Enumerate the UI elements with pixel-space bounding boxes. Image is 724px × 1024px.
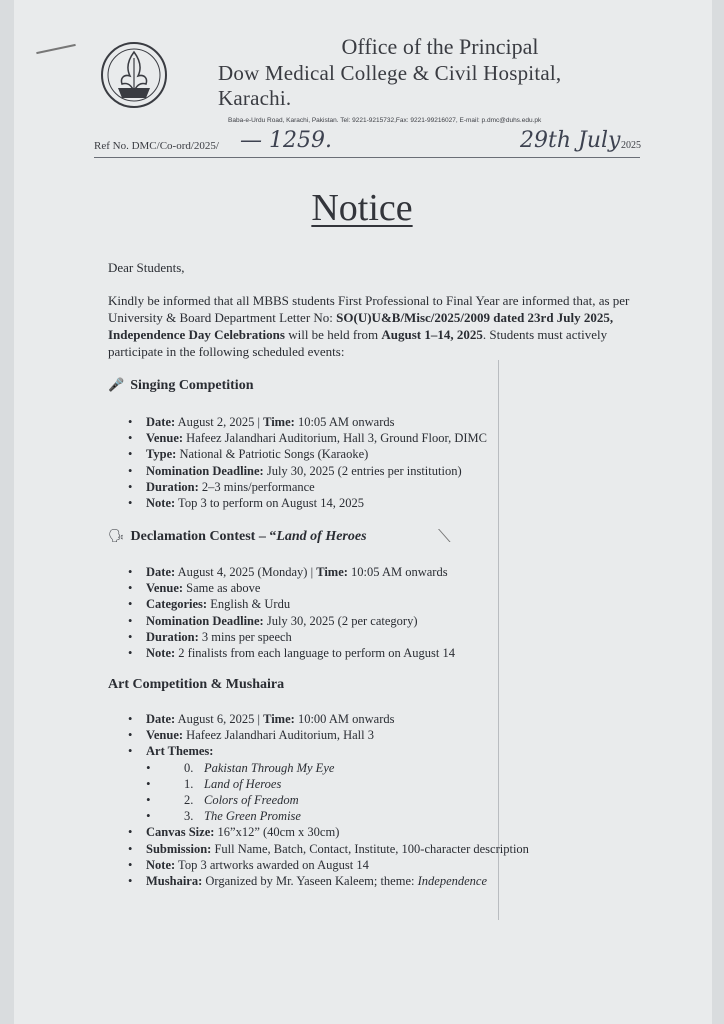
- office-title: Office of the Principal: [341, 34, 539, 59]
- art-section-heading: Art Competition & Mushaira: [108, 677, 285, 692]
- list-item: • Date: August 4, 2025 (Monday) | Time: 10:05 AM onwards: [128, 564, 455, 580]
- theme-item: • 2. Colors of Freedom: [146, 792, 529, 808]
- microphone-icon: 🎤: [108, 378, 125, 393]
- college-name: Dow Medical College & Civil Hospital, Karachi.: [218, 61, 562, 110]
- header-divider: [94, 157, 640, 158]
- notice-title: Notice: [311, 187, 413, 229]
- intro-paragraph: Kindly be informed that all MBBS students First Professional to Final Year are informed that, as per University & Board Department Letter No: SO(U)U&B/Misc/2025/2009 dated 23rd July 2025, Independence Day Celebrations will be held from August 1–14, 2025. Students must actively participate in the following scheduled events:: [108, 293, 630, 359]
- list-item: • Submission: Full Name, Batch, Contact, Institute, 100-character description: [128, 841, 529, 857]
- reference-number-label: Ref No. DMC/Co-ord/2025/: [94, 140, 219, 152]
- list-item: • Date: August 6, 2025 | Time: 10:00 AM onwards: [128, 711, 529, 727]
- list-item: • Date: August 2, 2025 | Time: 10:05 AM onwards: [128, 414, 487, 430]
- list-item: • Categories: English & Urdu: [128, 596, 455, 612]
- list-item: • Duration: 3 mins per speech: [128, 629, 455, 645]
- theme-item: • 3. The Green Promise: [146, 808, 529, 824]
- pen-mark: ⟍: [438, 526, 451, 546]
- college-address: Baba-e-Urdu Road, Karachi, Pakistan. Tel: 9221-9215732,Fax: 9221-99216027, E-mail: p.dmc@duhs.edu.pk: [228, 117, 542, 124]
- list-item: • Art Themes: • 0. Pakistan Through My Eye • 1. Land of Heroes • 2. Colors of Freedom • 3. The Green Promise: [128, 743, 529, 824]
- salutation: Dear Students,: [108, 260, 185, 275]
- handwritten-date: 29th July: [520, 128, 621, 153]
- list-item: • Duration: 2–3 mins/performance: [128, 479, 487, 495]
- list-item: • Venue: Same as above: [128, 580, 455, 596]
- art-list: [128, 711, 529, 889]
- singing-list: [128, 414, 487, 511]
- theme-item: • 1. Land of Heroes: [146, 776, 529, 792]
- letterhead: [218, 34, 638, 124]
- theme-item: • 0. Pakistan Through My Eye: [146, 760, 529, 776]
- list-item: • Venue: Hafeez Jalandhari Auditorium, Hall 3, Ground Floor, DIMC: [128, 430, 487, 446]
- speaker-icon: 🗣: [108, 529, 125, 544]
- singing-section-heading: 🎤 Singing Competition: [108, 378, 254, 393]
- list-item: • Nomination Deadline: July 30, 2025 (2 entries per institution): [128, 463, 487, 479]
- list-item: • Venue: Hafeez Jalandhari Auditorium, Hall 3: [128, 727, 529, 743]
- list-item: • Note: 2 finalists from each language to perform on August 14: [128, 645, 455, 661]
- college-seal-icon: [100, 40, 168, 110]
- art-themes-list: [146, 760, 529, 825]
- list-item: • Mushaira: Organized by Mr. Yaseen Kaleem; theme: Independence: [128, 873, 529, 889]
- handwritten-ref-number: — 1259.: [240, 128, 332, 153]
- list-item: • Nomination Deadline: July 30, 2025 (2 per category): [128, 613, 455, 629]
- list-item: • Type: National & Patriotic Songs (Karaoke): [128, 446, 487, 462]
- declamation-list: [128, 564, 455, 661]
- list-item: • Canvas Size: 16”x12” (40cm x 30cm): [128, 824, 529, 840]
- date-year: 2025: [621, 140, 641, 151]
- declamation-section-heading: 🗣 Declamation Contest – “Land of Heroes: [108, 529, 367, 544]
- list-item: • Note: Top 3 artworks awarded on August 14: [128, 857, 529, 873]
- list-item: • Note: Top 3 to perform on August 14, 2025: [128, 495, 487, 511]
